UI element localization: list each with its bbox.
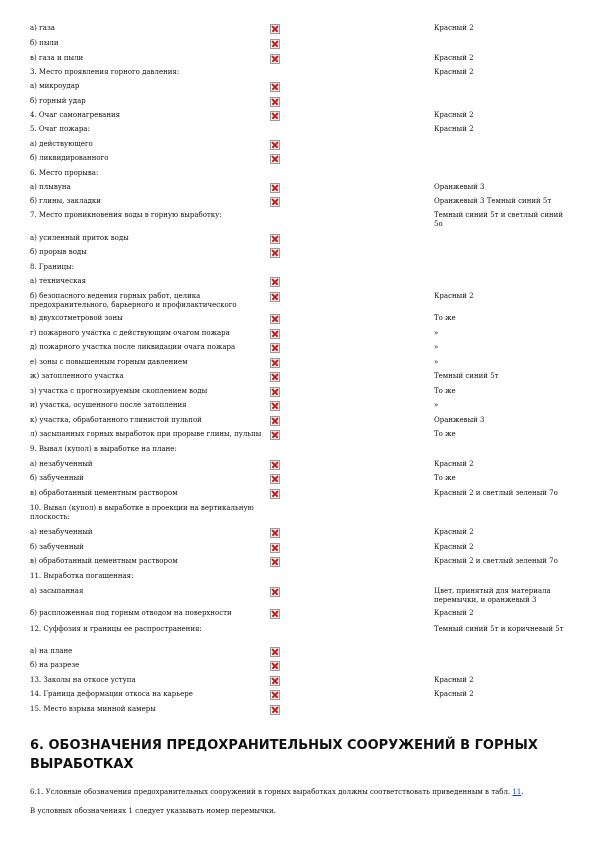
table-11-link[interactable]: 11	[512, 788, 522, 796]
row-color-note: »	[434, 358, 439, 366]
row-color-note: Темный синий 5т и светлый синий 5о	[434, 211, 564, 228]
symbol-cell	[270, 647, 280, 657]
broken-image-icon	[270, 557, 280, 567]
row-color-note: Красный 2	[434, 292, 474, 300]
row-label: 4. Очаг самонагревания	[30, 111, 121, 119]
row-label: а) плывуна	[30, 183, 71, 191]
row-color-note: Красный 2	[434, 543, 474, 551]
broken-image-icon	[270, 460, 280, 470]
row-label: 9. Вывал (купол) в выработке на плане:	[30, 445, 177, 453]
row-color-note: Красный 2	[434, 460, 474, 468]
row-color-note: Красный 2	[434, 68, 474, 76]
row-label: 15. Место взрыва минной камеры	[30, 705, 156, 713]
broken-image-icon	[270, 528, 280, 538]
symbol-cell	[270, 39, 280, 49]
row-label: а) засыпанная	[30, 587, 84, 595]
symbol-cell	[270, 82, 280, 92]
symbol-cell	[270, 460, 280, 470]
row-color-note: Темный синий 5т и коричневый 5т	[434, 625, 564, 633]
row-label: д) пожарного участка после ликвидации очага пожара	[30, 343, 236, 351]
row-label: б) безопасного ведения горных работ, целика предохранительного, барьерного и профилактического	[30, 292, 237, 309]
row-label: б) ликвидированного	[30, 154, 109, 162]
row-label: 14. Граница деформации откоса на карьере	[30, 690, 193, 698]
broken-image-icon	[270, 292, 280, 302]
row-color-note: То же	[434, 314, 456, 322]
symbol-cell	[270, 97, 280, 107]
row-color-note: Красный 2	[434, 125, 474, 133]
symbol-cell	[270, 314, 280, 324]
broken-image-icon	[270, 183, 280, 193]
paragraph-6-1-end: .	[521, 788, 524, 796]
broken-image-icon	[270, 690, 280, 700]
symbol-cell	[270, 111, 280, 121]
row-label: в) двухсотметровой зоны	[30, 314, 123, 322]
broken-image-icon	[270, 430, 280, 440]
row-color-note: Цвет, принятый для материала перемычки, и оранжевый 3	[434, 587, 551, 604]
row-label: б) пыли	[30, 39, 59, 47]
row-label: б) глины, закладки	[30, 197, 101, 205]
row-label: 8. Границы:	[30, 263, 74, 271]
row-color-note: Красный 2	[434, 24, 474, 32]
row-label: б) на разрезе	[30, 661, 80, 669]
row-label: 7. Место проникновения воды в горную выработку:	[30, 211, 222, 219]
row-label: а) на плане	[30, 647, 73, 655]
row-label: 3. Место проявления горного давления:	[30, 68, 180, 76]
row-color-note: »	[434, 329, 439, 337]
broken-image-icon	[270, 277, 280, 287]
row-color-note: Красный 2	[434, 528, 474, 536]
row-label: е) зоны с повышенным горным давлением	[30, 358, 188, 366]
broken-image-icon	[270, 97, 280, 107]
broken-image-icon	[270, 372, 280, 382]
row-label: 6. Место прорыва:	[30, 169, 99, 177]
row-label: а) незабученный	[30, 528, 93, 536]
row-color-note: Оранжевый 3 Темный синий 5т	[434, 197, 552, 205]
symbol-cell	[270, 430, 280, 440]
row-label: б) прорыв воды	[30, 248, 87, 256]
symbol-cell	[270, 690, 280, 700]
broken-image-icon	[270, 39, 280, 49]
section-heading: 6. ОБОЗНАЧЕНИЯ ПРЕДОХРАНИТЕЛЬНЫХ СООРУЖЕНИЙ В ГОРНЫХ ВЫРАБОТКАХ	[30, 738, 538, 772]
row-label: а) незабученный	[30, 460, 93, 468]
symbol-cell	[270, 401, 280, 411]
broken-image-icon	[270, 140, 280, 150]
broken-image-icon	[270, 416, 280, 426]
symbol-cell	[270, 248, 280, 258]
symbol-cell	[270, 609, 280, 619]
row-label: к) участка, обработанного глинистой пульпой	[30, 416, 202, 424]
symbol-cell	[270, 387, 280, 397]
row-label: а) газа	[30, 24, 55, 32]
row-color-note: »	[434, 343, 439, 351]
broken-image-icon	[270, 543, 280, 553]
row-label: а) микроудар	[30, 82, 80, 90]
row-label: и) участка, осушенного после затопления	[30, 401, 187, 409]
row-label: 10. Вывал (купол) в выработке в проекции на вертикальную плоскость:	[30, 504, 254, 521]
symbol-cell	[270, 343, 280, 353]
symbol-cell	[270, 587, 280, 597]
broken-image-icon	[270, 661, 280, 671]
row-color-note: Красный 2	[434, 54, 474, 62]
row-label: а) техническая	[30, 277, 87, 285]
row-label: б) забученный	[30, 474, 84, 482]
row-color-note: То же	[434, 430, 456, 438]
symbol-cell	[270, 292, 280, 302]
symbol-cell	[270, 234, 280, 244]
broken-image-icon	[270, 647, 280, 657]
symbol-cell	[270, 140, 280, 150]
symbol-cell	[270, 489, 280, 499]
symbol-cell	[270, 154, 280, 164]
symbol-cell	[270, 676, 280, 686]
broken-image-icon	[270, 329, 280, 339]
row-color-note: То же	[434, 474, 456, 482]
row-label: г) пожарного участка с действующим очагом пожара	[30, 329, 230, 337]
row-label: б) забученный	[30, 543, 84, 551]
row-label: 13. Заколы на откосе уступа	[30, 676, 136, 684]
symbol-cell	[270, 705, 280, 715]
symbol-cell	[270, 557, 280, 567]
broken-image-icon	[270, 587, 280, 597]
broken-image-icon	[270, 234, 280, 244]
row-color-note: То же	[434, 387, 456, 395]
symbol-cell	[270, 372, 280, 382]
broken-image-icon	[270, 343, 280, 353]
row-color-note: Оранжевый 3	[434, 183, 485, 191]
row-label: а) усиленный приток воды	[30, 234, 129, 242]
row-label: а) действующего	[30, 140, 93, 148]
symbol-cell	[270, 54, 280, 64]
row-label: 11. Выработка погашенная:	[30, 572, 134, 580]
symbol-cell	[270, 416, 280, 426]
row-color-note: Красный 2 и светлый зеленый 7о	[434, 557, 558, 565]
row-color-note: Темный синий 5т	[434, 372, 499, 380]
paragraph-note: В условных обозначениях 1 следует указывать номер перемычки.	[30, 807, 276, 815]
paragraph-6-1-text: 6.1. Условные обозначения предохранительных сооружений в горных выработках должны соответствовать приведенным в табл.	[30, 788, 513, 796]
row-label: 12. Суффозия и границы ее распространения:	[30, 625, 202, 633]
row-color-note: »	[434, 401, 439, 409]
broken-image-icon	[270, 705, 280, 715]
row-label: л) засыпанных горных выработок при прорыве глины, пульпы	[30, 430, 262, 438]
broken-image-icon	[270, 676, 280, 686]
broken-image-icon	[270, 154, 280, 164]
symbol-cell	[270, 358, 280, 368]
row-label: ж) затопленного участка	[30, 372, 124, 380]
broken-image-icon	[270, 609, 280, 619]
row-label: в) газа и пыли	[30, 54, 84, 62]
row-label: б) горный удар	[30, 97, 86, 105]
row-label: 5. Очаг пожара:	[30, 125, 90, 133]
row-color-note: Оранжевый 3	[434, 416, 485, 424]
paragraph-6-1	[30, 788, 570, 797]
broken-image-icon	[270, 474, 280, 484]
symbol-cell	[270, 197, 280, 207]
broken-image-icon	[270, 314, 280, 324]
broken-image-icon	[270, 248, 280, 258]
symbol-cell	[270, 543, 280, 553]
broken-image-icon	[270, 111, 280, 121]
row-color-note: Красный 2	[434, 111, 474, 119]
symbol-cell	[270, 474, 280, 484]
row-label: в) обработанный цементным раствором	[30, 557, 178, 565]
broken-image-icon	[270, 489, 280, 499]
symbol-cell	[270, 329, 280, 339]
row-color-note: Красный 2	[434, 609, 474, 617]
broken-image-icon	[270, 24, 280, 34]
row-color-note: Красный 2	[434, 690, 474, 698]
row-color-note: Красный 2	[434, 676, 474, 684]
row-label: в) обработанный цементным раствором	[30, 489, 178, 497]
broken-image-icon	[270, 82, 280, 92]
symbol-cell	[270, 528, 280, 538]
symbol-cell	[270, 183, 280, 193]
row-label: б) распложенная под горным отводом на поверхности	[30, 609, 232, 617]
broken-image-icon	[270, 197, 280, 207]
row-color-note: Красный 2 и светлый зеленый 7о	[434, 489, 558, 497]
symbol-cell	[270, 24, 280, 34]
broken-image-icon	[270, 54, 280, 64]
row-label: з) участка с прогнозируемым скоплением воды	[30, 387, 208, 395]
symbol-cell	[270, 661, 280, 671]
broken-image-icon	[270, 387, 280, 397]
broken-image-icon	[270, 401, 280, 411]
symbol-cell	[270, 277, 280, 287]
broken-image-icon	[270, 358, 280, 368]
